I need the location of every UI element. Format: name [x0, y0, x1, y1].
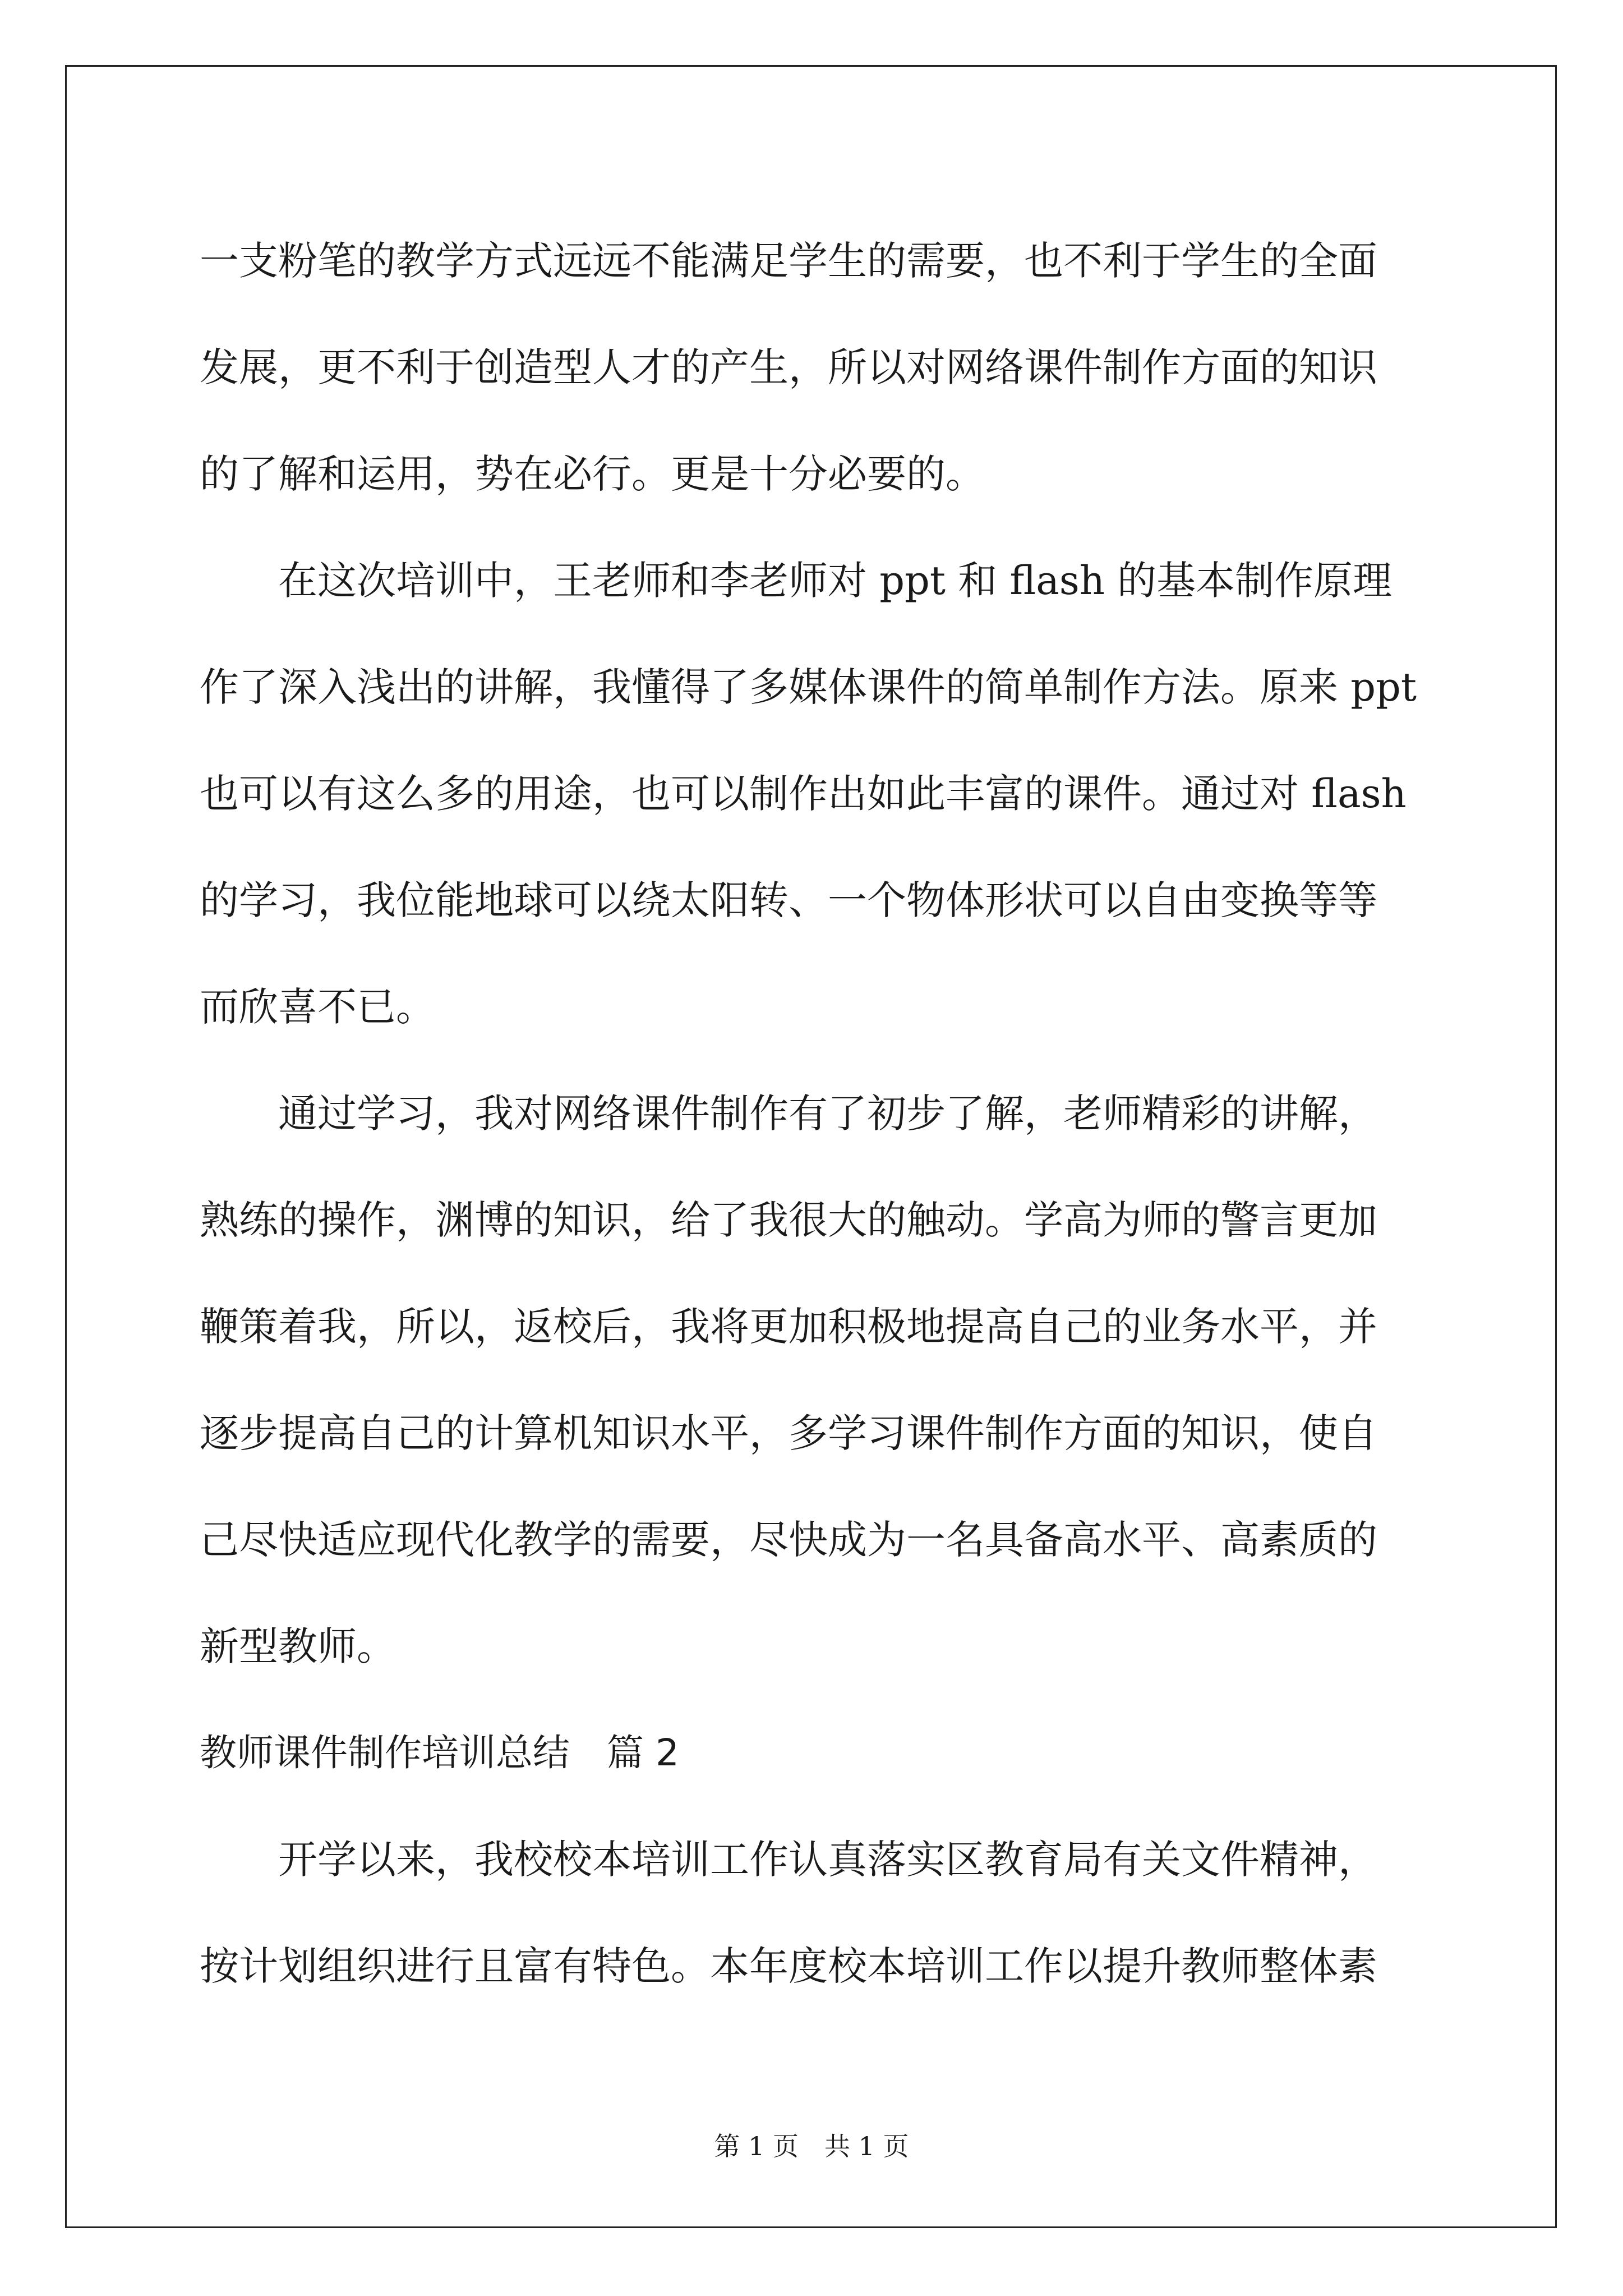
- text-line: 熟练的操作，渊博的知识，给了我很大的触动。学高为师的警言更加: [200, 1197, 1377, 1243]
- text-line: 己尽快适应现代化教学的需要，尽快成为一名具备高水平、高素质的: [200, 1517, 1377, 1563]
- text-line: 的了解和运用，势在必行。更是十分必要的。: [200, 451, 985, 497]
- text-line: 作了深入浅出的讲解，我懂得了多媒体课件的简单制作方法。原来 ppt: [200, 664, 1417, 710]
- text-line: 而欣喜不已。: [200, 984, 435, 1030]
- document-body: [200, 208, 1428, 2019]
- text-line: 新型教师。: [200, 1623, 396, 1669]
- page-footer: 第 1 页 共 1 页: [714, 2131, 909, 2161]
- text-line: 也可以有这么多的用途，也可以制作出如此丰富的课件。通过对 flash: [200, 771, 1407, 817]
- text-line: 在这次培训中，王老师和李老师对 ppt 和 flash 的基本制作原理: [200, 558, 1393, 604]
- text-line: 鞭策着我，所以，返校后，我将更加积极地提高自己的业务水平，并: [200, 1304, 1377, 1350]
- text-line: 按计划组织进行且富有特色。本年度校本培训工作以提升教师整体素: [200, 1943, 1377, 1989]
- text-line: 的学习，我位能地球可以绕太阳转、一个物体形状可以自由变换等等: [200, 877, 1377, 923]
- text-line: 逐步提高自己的计算机知识水平，多学习课件制作方面的知识，使自: [200, 1410, 1377, 1456]
- text-line: 一支粉笔的教学方式远远不能满足学生的需要，也不利于学生的全面: [200, 238, 1377, 284]
- section-heading: 教师课件制作培训总结 篇 2: [200, 1731, 679, 1774]
- text-line: 通过学习，我对网络课件制作有了初步了解，老师精彩的讲解，: [200, 1091, 1377, 1137]
- text-line: 发展，更不利于创造型人才的产生，所以对网络课件制作方面的知识: [200, 344, 1377, 390]
- text-line: 开学以来，我校校本培训工作认真落实区教育局有关文件精神，: [200, 1837, 1377, 1883]
